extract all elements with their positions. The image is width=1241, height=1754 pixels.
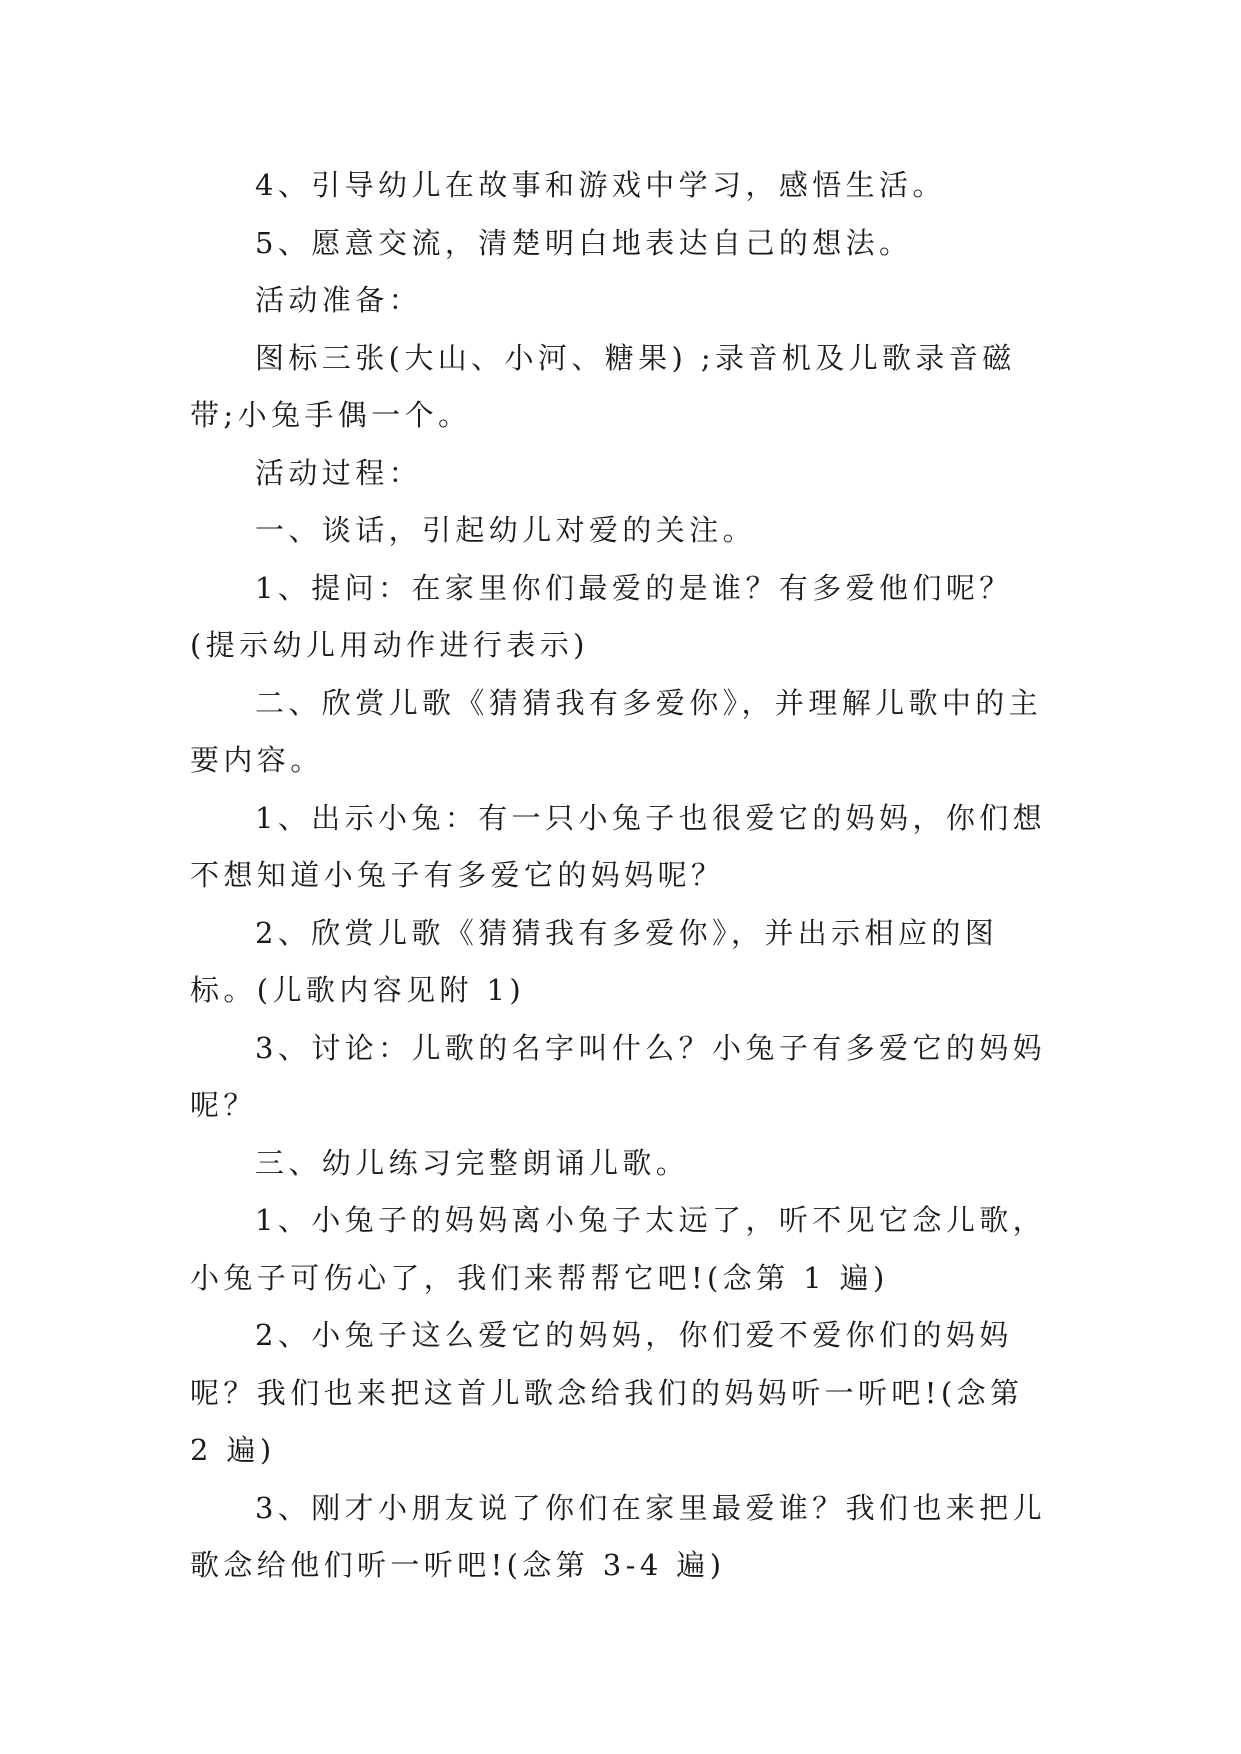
paragraph-step-2-1: 1、出示小兔：有一只小兔子也很爱它的妈妈，你们想不想知道小兔子有多爱它的妈妈呢？ — [190, 800, 1047, 892]
section-heading-3: 三、幼儿练习完整朗诵儿歌。 — [255, 1145, 690, 1180]
paragraph-step-2-2: 2、欣赏儿歌《猜猜我有多爱你》，并出示相应的图标。(儿歌内容见附 1) — [190, 915, 999, 1007]
paragraph-goal-5: 5、愿意交流，清楚明白地表达自己的想法。 — [255, 225, 913, 260]
heading-activity-process: 活动过程： — [255, 455, 423, 490]
paragraph-step-3-2: 2、小兔子这么爱它的妈妈，你们爱不爱你们的妈妈呢？我们也来把这首儿歌念给我们的妈妈听一听吧!(念第 2 遍) — [190, 1318, 1024, 1467]
document-body — [190, 157, 1050, 1595]
paragraph-step-3-3: 3、刚才小朋友说了你们在家里最爱谁？我们也来把儿歌念给他们听一听吧!(念第 3-4 遍) — [190, 1490, 1047, 1582]
section-heading-2: 二、欣赏儿歌《猜猜我有多爱你》，并理解儿歌中的主要内容。 — [190, 685, 1043, 777]
heading-activity-preparation: 活动准备： — [255, 283, 423, 317]
paragraph-step-3-1: 1、小兔子的妈妈离小兔子太远了，听不见它念儿歌，小兔子可伤心了，我们来帮帮它吧!(念第 1 遍) — [190, 1203, 1047, 1295]
paragraph-goal-4: 4、引导幼儿在故事和游戏中学习，感悟生活。 — [255, 168, 946, 202]
section-heading-1: 一、谈话，引起幼儿对爱的关注。 — [255, 513, 757, 547]
paragraph-step-2-3: 3、讨论：儿歌的名字叫什么？小兔子有多爱它的妈妈呢？ — [190, 1030, 1047, 1122]
paragraph-materials: 图标三张(大山、小河、糖果) ;录音机及儿歌录音磁带;小兔手偶一个。 — [190, 340, 1016, 432]
paragraph-step-1-1: 1、提问：在家里你们最爱的是谁？有多爱他们呢？(提示幼儿用动作进行表示) — [190, 570, 1013, 662]
